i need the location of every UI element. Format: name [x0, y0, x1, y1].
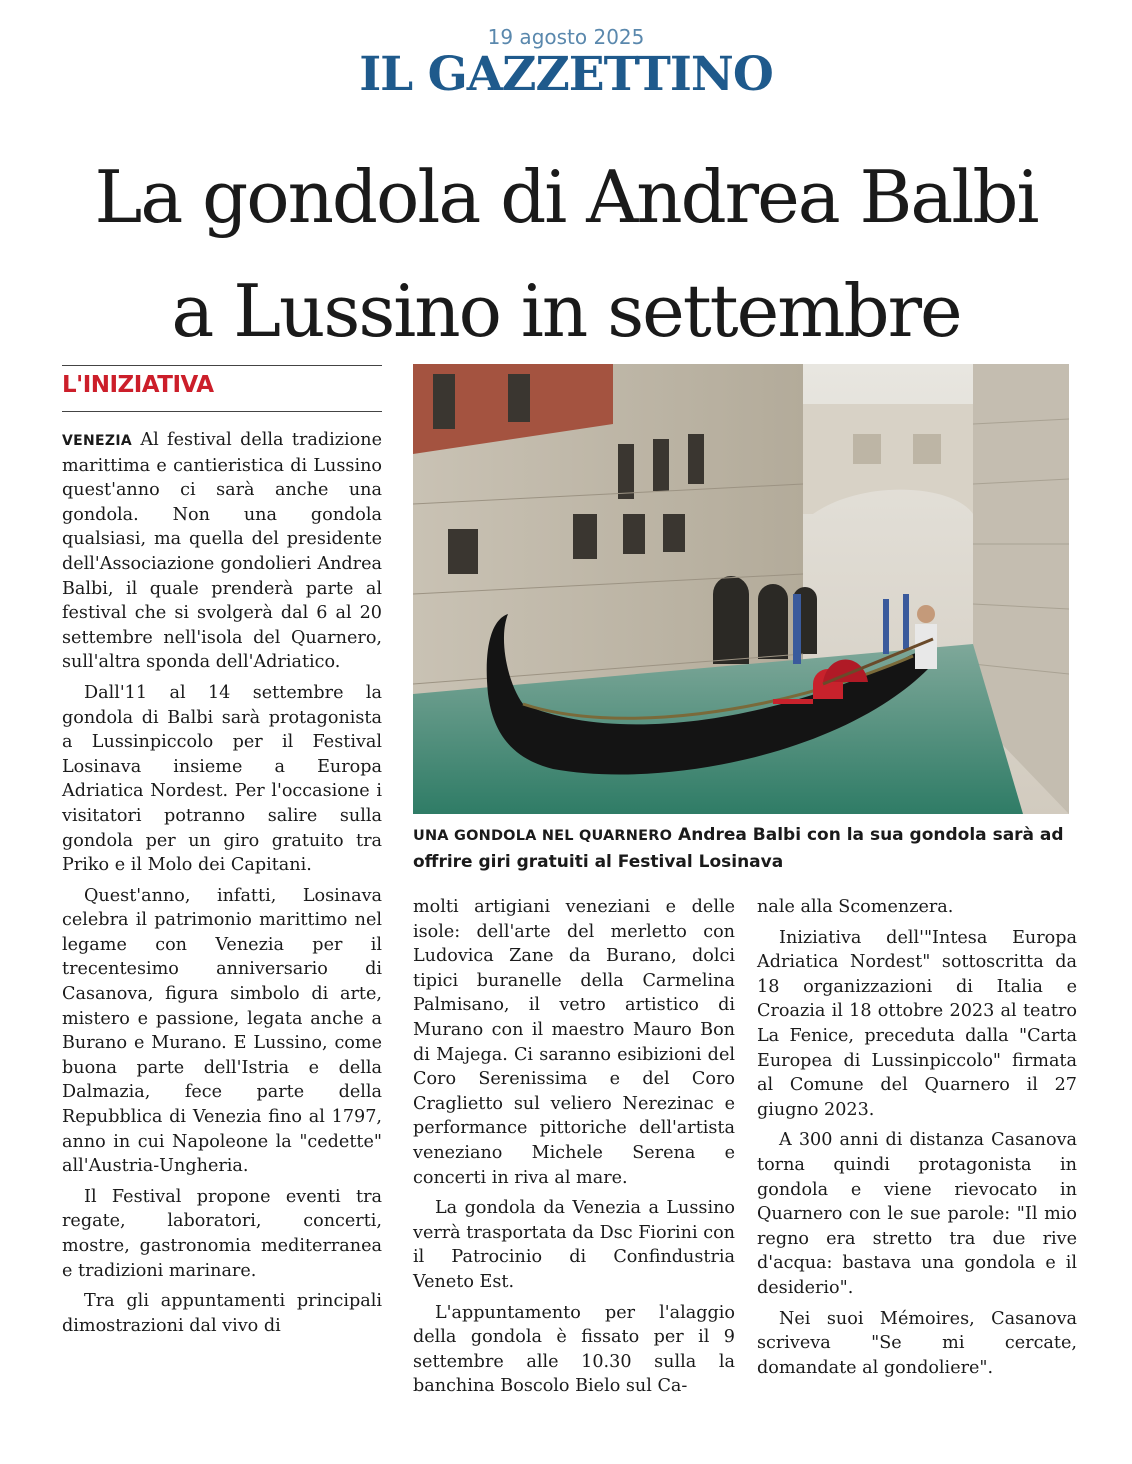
- article-column-3: [757, 895, 1077, 1386]
- paragraph: VENEZIA Al festival della tradizione marittima e cantieristica di Lussino quest'anno ci sarà anche una gondola. Non una gondola qualsiasi, ma quella del presidente dell'Associazione gondolieri Andrea Balbi, il quale prenderà parte al festival che si svolgerà dal 6 al 20 settembre nell'isola del Quarnero, sull'altra sponda dell'Adriatico.: [62, 430, 383, 673]
- paragraph: Nei suoi Mémoires, Casanova scriveva "Se mi cercate, domandate al gondoliere".: [757, 1308, 1077, 1378]
- section-kicker: L'INIZIATIVA: [62, 372, 214, 398]
- article-headline: [0, 140, 1132, 368]
- dateline: VENEZIA: [62, 433, 132, 449]
- newspaper-masthead: IL GAZZETTINO: [359, 47, 773, 102]
- kicker-top-rule: [62, 365, 382, 366]
- paragraph: nale alla Scomenzera.: [757, 897, 954, 917]
- paragraph: L'appuntamento per l'alaggio della gondola è fissato per il 9 settembre alle 10.30 sulla la banchina Boscolo Bielo sul Ca-: [413, 1302, 735, 1397]
- paragraph: Il Festival propone eventi tra regate, laboratori, concerti, mostre, gastronomia mediterranea e tradizioni marinare.: [62, 1186, 382, 1281]
- paragraph: Quest'anno, infatti, Losinava celebra il patrimonio marittimo nel legame con Venezia per il trecentesimo anniversario di Casanova, figura simbolo di arte, mistero e passione, legata anche a Burano e Murano. E Lussino, come buona parte dell'Istria e della Dalmazia, fece parte della Repubblica di Venezia fino al 1797, anno in cui Napoleone la "cedette" all'Austria-Ungheria.: [62, 885, 382, 1177]
- photo-caption: [413, 822, 1073, 875]
- caption-label: UNA GONDOLA NEL QUARNERO: [413, 828, 673, 844]
- paragraph: Iniziativa dell'"Intesa Europa Adriatica Nordest" sottoscritta da 18 organizzazioni di Italia e Croazia il 18 ottobre 2023 al teatro La Fenice, preceduta dalla "Carta Europea di Lussinpiccolo" firmata al Comune del Quarnero il 27 giugno 2023.: [757, 927, 1077, 1120]
- paragraph: Dall'11 al 14 settembre la gondola di Balbi sarà protagonista a Lussinpiccolo per il Festival Losinava insieme a Europa Adriatica Nordest. Per l'occasione i visitatori potranno salire sulla gondola per un giro gratuito tra Priko e il Molo dei Capitani.: [62, 682, 382, 876]
- headline-line-1: La gondola di Andrea Balbi: [94, 155, 1038, 239]
- caption-text: Andrea Balbi con la sua gondola sarà ad offrire giri gratuiti al Festival Losinava: [413, 825, 1064, 872]
- headline-line-2: a Lussino in settembre: [171, 269, 961, 353]
- article-column-1: [62, 428, 382, 1344]
- publication-date: 19 agosto 2025: [487, 25, 645, 49]
- article-column-2: [413, 895, 735, 1405]
- paragraph: A 300 anni di distanza Casanova torna quindi protagonista in gondola e viene rievocato in Quarnero con le sue parole: "Il mio regno era stretto tra due rive d'acqua: bastava una gondola e il desiderio".: [757, 1130, 1077, 1298]
- paragraph: La gondola da Venezia a Lussino verrà trasportata da Dsc Fiorini con il Patrocinio di Confindustria Veneto Est.: [413, 1198, 735, 1292]
- paragraph: molti artigiani veneziani e delle isole: dell'arte del merletto con Ludovica Zane da Burano, dolci tipici buranelle della Carmelina Palmisano, il vetro artistico di Murano con il maestro Mauro Bon di Majega. Ci saranno esibizioni del Coro Serenissima e del Coro Craglietto sul veliero Nerezinac e performance pittoriche dell'artista veneziano Michele Serena e concerti in riva al mare.: [413, 897, 735, 1188]
- gondola-photo: [413, 364, 1069, 814]
- kicker-bottom-rule: [62, 411, 382, 412]
- paragraph: Tra gli appuntamenti principali dimostrazioni dal vivo di: [62, 1291, 382, 1336]
